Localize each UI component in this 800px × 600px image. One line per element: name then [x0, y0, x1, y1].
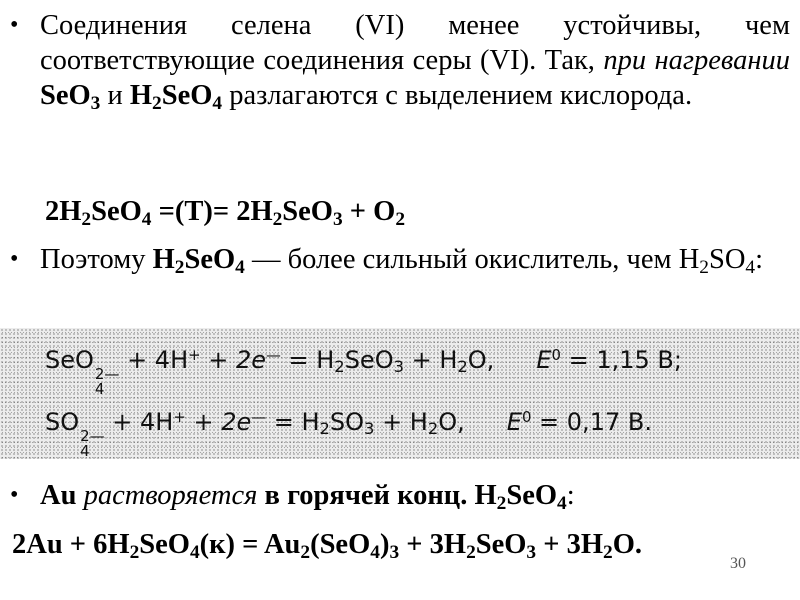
- equation-gold-dissolution: $2Au + 6H_2SeO_4(к) = Au_2(SeO_4)_3 + 3H_2SeO_3 + 3H_2O$.: [12, 529, 643, 563]
- equation-decomposition: $2H_2SeO_4 =(T)= 2H_2SeO_3 + O_2$: [45, 196, 406, 230]
- formula-h2seo4: $H_2SeO_4$: [129, 80, 223, 114]
- paragraph-gold: [10, 478, 790, 513]
- scanned-half-reactions: [0, 328, 800, 459]
- bullet-icon: •: [10, 246, 19, 272]
- formula-h2seo4: $H_2SeO_4$: [152, 244, 245, 278]
- formula-seo3: SeO$_3$: [40, 80, 101, 114]
- half-reaction-selenium: SeO 2— 4 + $4H^+ + 2e^— = H_2SeO_3 + H_2O$, $E^0 = 1,15$ В;: [45, 345, 682, 398]
- bullet-icon: •: [10, 12, 19, 38]
- slide-number: 30: [730, 555, 746, 572]
- paragraph-text: Au растворяется в горячей конц. $H_2SeO_4$:: [40, 480, 575, 514]
- formula-h2seo4: $H_2SeO_4$: [474, 480, 567, 514]
- paragraph-oxidizer: [10, 242, 790, 277]
- paragraph-text: Соединения селена (VI) менее устойчивы, чем соответствующие соединения серы (VI). Так, при нагревании SeO$_3$ и $H_2SeO_4$ разлагаются с выделением кислорода.: [40, 10, 790, 114]
- paragraph-selenium-stability: [10, 8, 790, 113]
- half-reaction-sulfur: SO 2— 4 + $4H^+ + 2e^— = H_2SO_3 + H_2O$, $E^0 = 0,17$ В.: [45, 407, 652, 460]
- bullet-icon: •: [10, 482, 19, 508]
- paragraph-text: Поэтому $H_2SeO_4$ — более сильный окислитель, чем $H_2SO_4$:: [40, 244, 764, 278]
